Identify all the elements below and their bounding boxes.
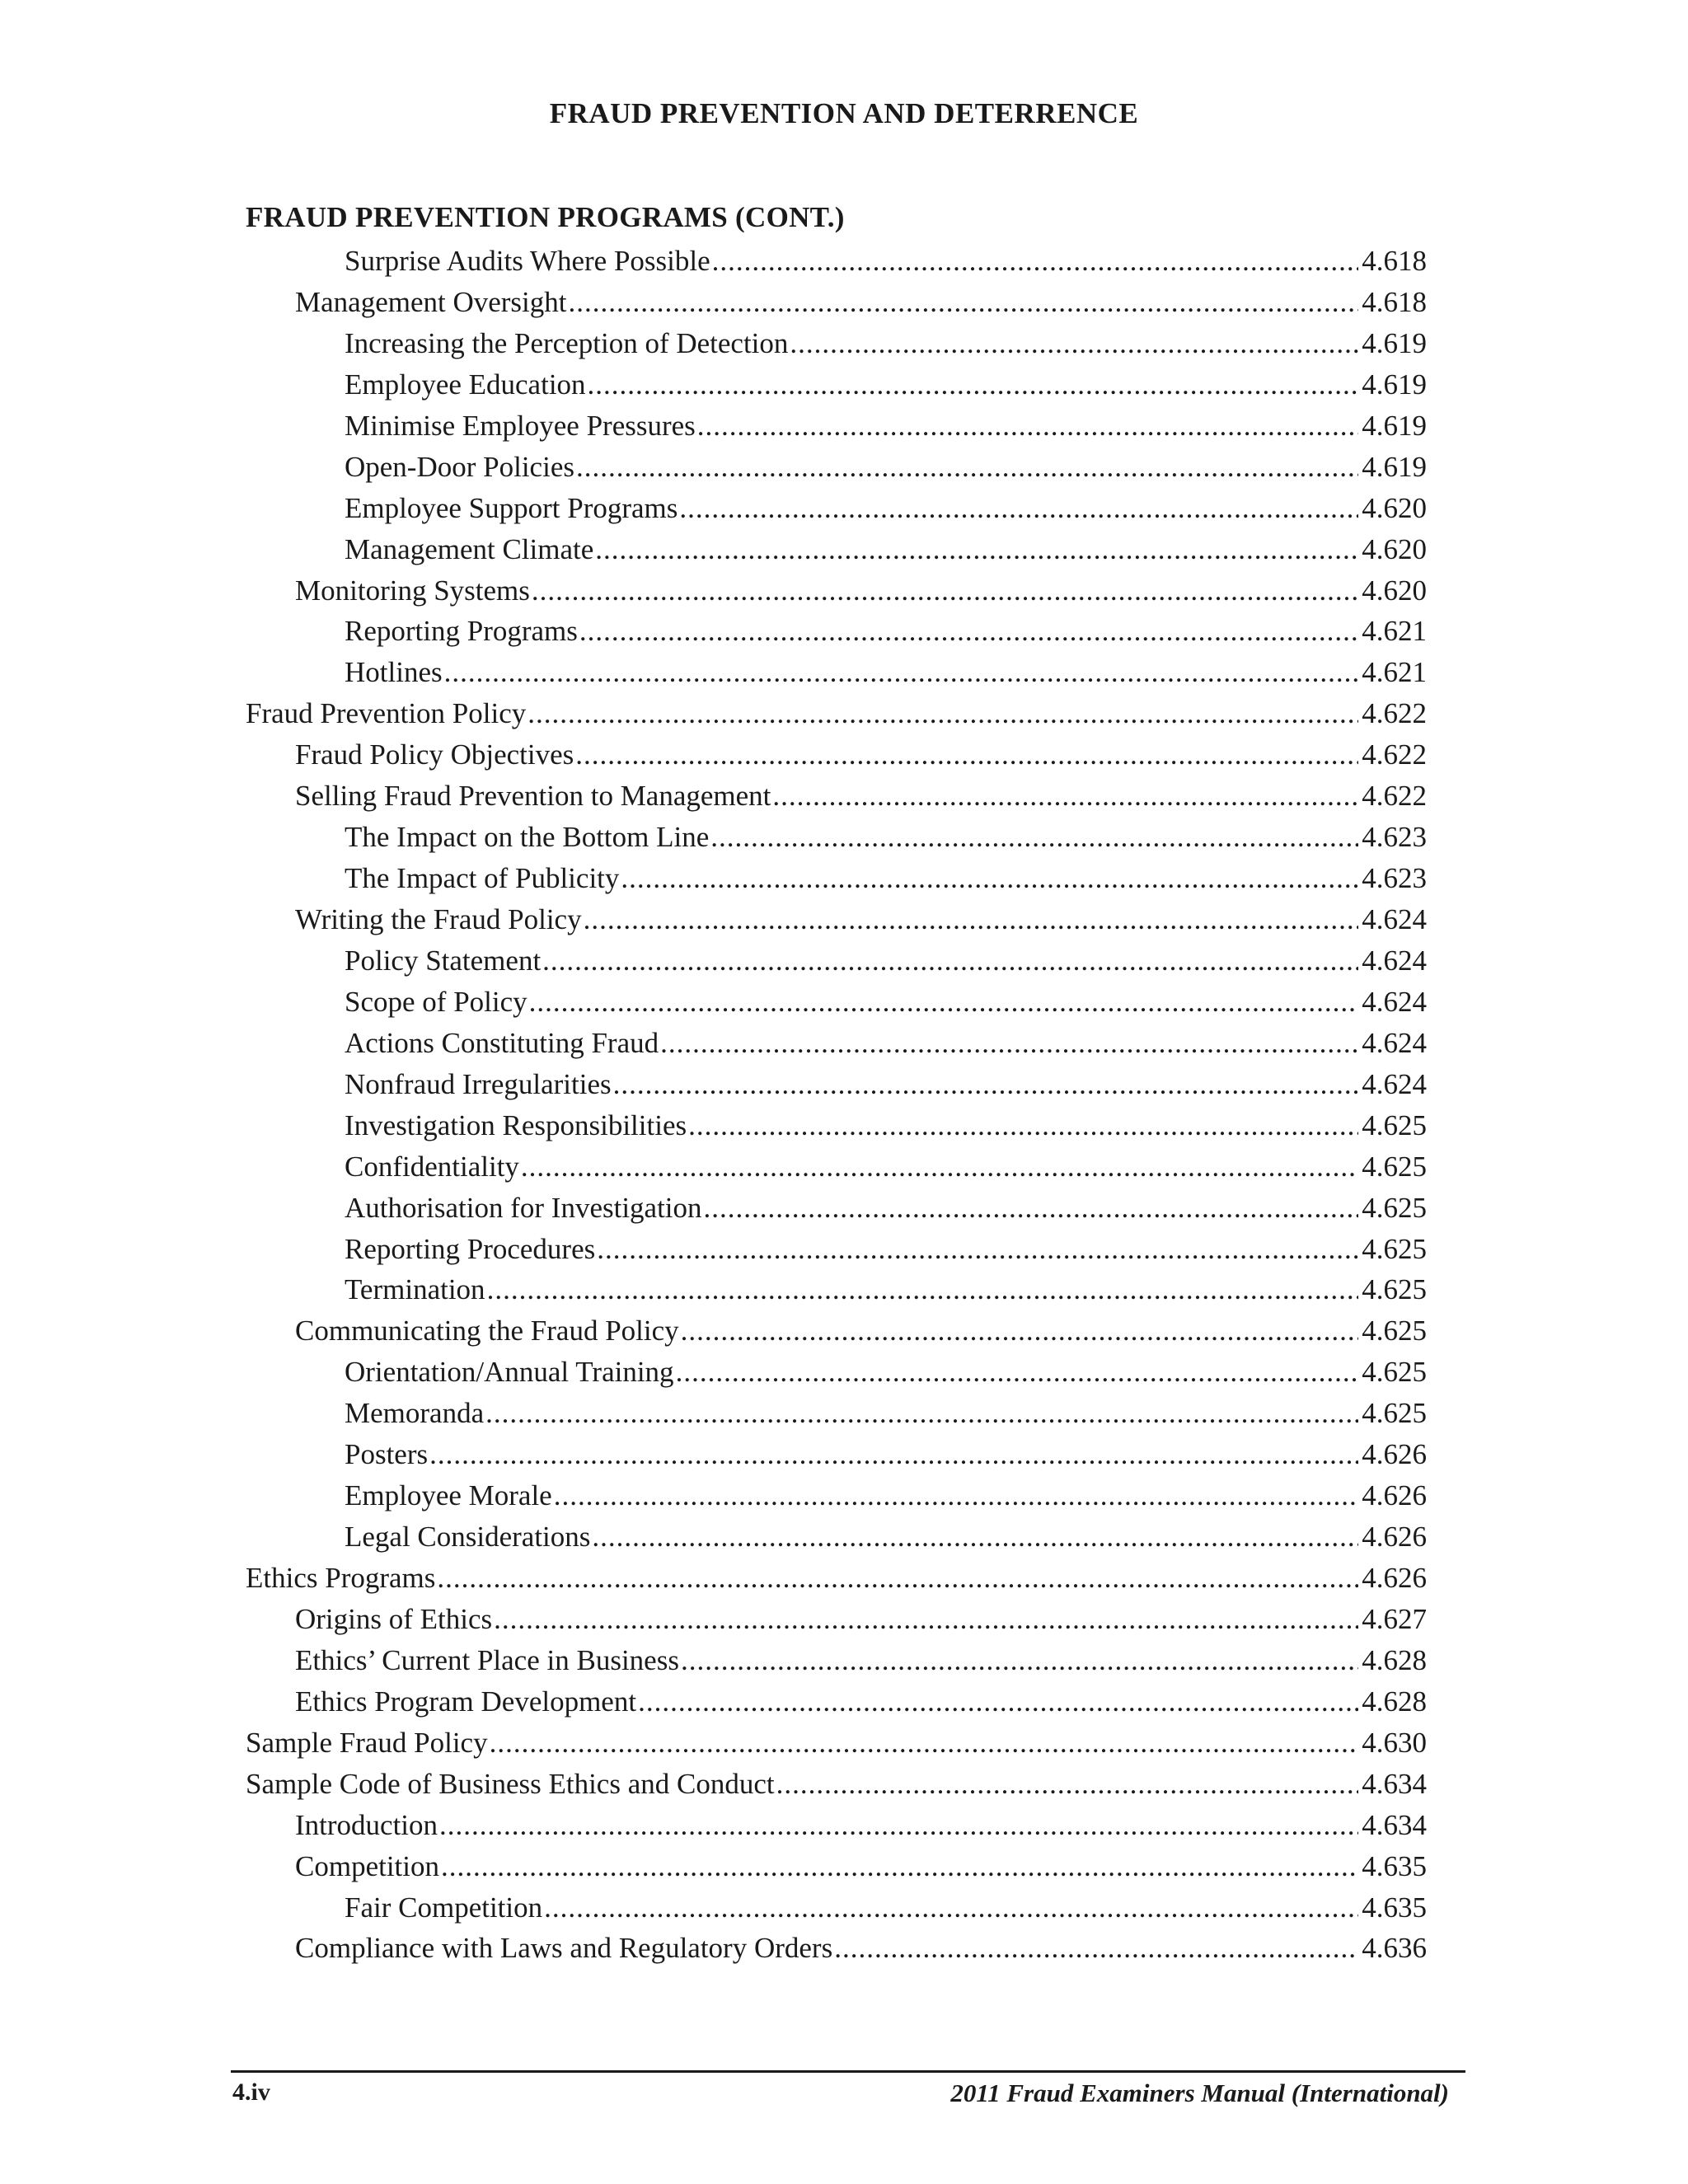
toc-entry-title: Ethics Programs (246, 1562, 436, 1594)
toc-entry-page: 4.624 (1362, 944, 1427, 977)
toc-entry (246, 1434, 1427, 1475)
toc-entry-page: 4.630 (1362, 1726, 1427, 1759)
toc-entry-title: Management Climate (345, 532, 594, 565)
toc-entry-title: The Impact on the Bottom Line (345, 821, 710, 854)
toc-dot-leader (688, 1105, 1358, 1146)
toc-entry-title: Introduction (295, 1808, 438, 1841)
toc-entry-title: Sample Code of Business Ethics and Conduct (246, 1767, 775, 1800)
toc-dot-leader (592, 1516, 1358, 1558)
toc-entry (246, 734, 1427, 776)
toc-entry-page: 4.621 (1362, 615, 1427, 648)
toc-entry (246, 1393, 1427, 1434)
toc-dot-leader (681, 1640, 1358, 1681)
footer-divider (231, 2070, 1465, 2073)
toc-dot-leader (834, 1928, 1358, 1969)
toc-entry (246, 1681, 1427, 1722)
toc-entry (246, 1599, 1427, 1640)
toc-entry (246, 1722, 1427, 1764)
toc-entry-title: Orientation/Annual Training (345, 1356, 674, 1389)
toc-dot-leader (584, 899, 1359, 940)
toc-entry-title: Surprise Audits Where Possible (345, 245, 710, 277)
toc-entry (246, 1516, 1427, 1558)
toc-entry (246, 241, 1427, 282)
toc-entry-title: Policy Statement (345, 944, 542, 977)
toc-dot-leader (554, 1475, 1359, 1516)
toc-entry (246, 1105, 1427, 1146)
toc-entry-page: 4.621 (1362, 656, 1427, 689)
toc-entry (246, 1146, 1427, 1188)
toc-dot-leader (579, 611, 1358, 652)
toc-entry (246, 1846, 1427, 1887)
toc-entry-title: Monitoring Systems (295, 574, 530, 607)
toc-entry-title: Actions Constituting Fraud (345, 1026, 659, 1059)
toc-entry-page: 4.622 (1362, 780, 1427, 813)
toc-entry-title: Employee Education (345, 368, 586, 401)
toc-dot-leader (660, 1023, 1358, 1064)
toc-dot-leader (487, 1269, 1359, 1310)
toc-entry-title: Memoranda (345, 1397, 485, 1430)
toc-dot-leader (542, 940, 1358, 982)
toc-entry-page: 4.623 (1362, 821, 1427, 854)
toc-entry-title: Scope of Policy (345, 985, 528, 1018)
toc-entry-title: Ethics Program Development (295, 1685, 637, 1718)
toc-entry (246, 1269, 1427, 1310)
toc-entry-title: Legal Considerations (345, 1521, 591, 1554)
toc-dot-leader (575, 734, 1358, 776)
toc-entry (246, 488, 1427, 529)
toc-dot-leader (697, 405, 1358, 447)
toc-entry (246, 1188, 1427, 1229)
toc-entry-title: Fair Competition (345, 1891, 543, 1924)
toc-entry-title: Compliance with Laws and Regulatory Orders (295, 1932, 833, 1965)
toc-dot-leader (544, 1887, 1358, 1929)
toc-entry-title: Selling Fraud Prevention to Management (295, 780, 771, 813)
toc-entry (246, 282, 1427, 323)
toc-entry-page: 4.625 (1362, 1150, 1427, 1183)
table-of-contents (246, 241, 1427, 1969)
toc-entry-page: 4.634 (1362, 1767, 1427, 1800)
toc-dot-leader (485, 1393, 1358, 1434)
toc-entry (246, 1928, 1427, 1969)
toc-entry-title: Confidentiality (345, 1150, 519, 1183)
toc-entry-title: Posters (345, 1438, 429, 1471)
toc-entry (246, 776, 1427, 817)
toc-dot-leader (613, 1064, 1359, 1105)
toc-dot-leader (676, 1352, 1359, 1393)
toc-entry-page: 4.625 (1362, 1273, 1427, 1306)
toc-entry-page: 4.624 (1362, 985, 1427, 1018)
toc-entry (246, 1475, 1427, 1516)
toc-dot-leader (521, 1146, 1358, 1188)
toc-dot-leader (712, 241, 1359, 282)
toc-entry-page: 4.620 (1362, 574, 1427, 607)
toc-entry (246, 570, 1427, 612)
toc-entry-page: 4.625 (1362, 1397, 1427, 1430)
toc-entry (246, 693, 1427, 734)
toc-entry-page: 4.628 (1362, 1685, 1427, 1718)
toc-entry-page: 4.619 (1362, 326, 1427, 359)
toc-entry-page: 4.627 (1362, 1602, 1427, 1635)
toc-entry-title: Minimise Employee Pressures (345, 409, 696, 442)
toc-dot-leader (528, 693, 1358, 734)
toc-entry-title: Sample Fraud Policy (246, 1726, 488, 1759)
toc-dot-leader (638, 1681, 1358, 1722)
toc-entry-page: 4.625 (1362, 1108, 1427, 1141)
toc-dot-leader (597, 1229, 1358, 1270)
toc-entry-page: 4.618 (1362, 245, 1427, 277)
toc-dot-leader (437, 1558, 1358, 1599)
toc-entry-page: 4.620 (1362, 532, 1427, 565)
toc-entry-page: 4.624 (1362, 1026, 1427, 1059)
toc-dot-leader (429, 1434, 1358, 1475)
toc-entry (246, 982, 1427, 1023)
toc-entry (246, 323, 1427, 364)
toc-entry-title: Reporting Programs (345, 615, 578, 648)
toc-entry (246, 1229, 1427, 1270)
toc-entry (246, 529, 1427, 570)
toc-entry (246, 652, 1427, 693)
toc-entry-page: 4.634 (1362, 1808, 1427, 1841)
toc-entry (246, 1310, 1427, 1352)
toc-dot-leader (439, 1805, 1358, 1846)
toc-entry (246, 1805, 1427, 1846)
toc-entry (246, 858, 1427, 899)
toc-dot-leader (569, 282, 1359, 323)
toc-entry-page: 4.635 (1362, 1891, 1427, 1924)
toc-entry-page: 4.626 (1362, 1521, 1427, 1554)
toc-entry-title: Employee Morale (345, 1479, 552, 1512)
toc-entry-title: Reporting Procedures (345, 1232, 596, 1265)
toc-dot-leader (790, 323, 1358, 364)
toc-entry-title: Writing the Fraud Policy (295, 903, 582, 935)
toc-dot-leader (490, 1722, 1359, 1764)
toc-entry-page: 4.619 (1362, 450, 1427, 483)
toc-entry-page: 4.618 (1362, 285, 1427, 318)
footer-page-number: 4.iv (232, 2079, 270, 2106)
toc-entry-title: Hotlines (345, 656, 443, 689)
toc-entry (246, 940, 1427, 982)
toc-entry-title: Employee Support Programs (345, 491, 678, 524)
toc-entry (246, 1640, 1427, 1681)
toc-entry-title: Increasing the Perception of Detection (345, 326, 789, 359)
toc-entry-page: 4.619 (1362, 368, 1427, 401)
toc-entry (246, 1887, 1427, 1929)
toc-entry-title: Investigation Responsibilities (345, 1108, 687, 1141)
toc-entry-title: Competition (295, 1849, 439, 1882)
toc-entry (246, 447, 1427, 488)
toc-entry (246, 611, 1427, 652)
toc-entry-page: 4.625 (1362, 1315, 1427, 1347)
footer-publication-title: 2011 Fraud Examiners Manual (International) (950, 2079, 1449, 2107)
toc-dot-leader (621, 858, 1358, 899)
toc-entry (246, 364, 1427, 405)
toc-entry-page: 4.635 (1362, 1849, 1427, 1882)
toc-entry (246, 1352, 1427, 1393)
toc-entry-page: 4.636 (1362, 1932, 1427, 1965)
toc-entry (246, 817, 1427, 858)
toc-entry-page: 4.626 (1362, 1438, 1427, 1471)
toc-entry-page: 4.624 (1362, 903, 1427, 935)
toc-entry (246, 1764, 1427, 1805)
toc-entry (246, 899, 1427, 940)
toc-entry-title: Fraud Prevention Policy (246, 697, 527, 730)
toc-dot-leader (576, 447, 1358, 488)
toc-entry-page: 4.622 (1362, 738, 1427, 771)
toc-entry-title: Communicating the Fraud Policy (295, 1315, 679, 1347)
toc-entry-title: Ethics’ Current Place in Business (295, 1643, 679, 1676)
toc-entry-title: Management Oversight (295, 285, 567, 318)
toc-entry (246, 1023, 1427, 1064)
toc-dot-leader (710, 817, 1358, 858)
toc-dot-leader (681, 1310, 1359, 1352)
toc-entry (246, 405, 1427, 447)
toc-dot-leader (588, 364, 1359, 405)
toc-dot-leader (679, 488, 1358, 529)
toc-dot-leader (494, 1599, 1358, 1640)
toc-dot-leader (529, 982, 1359, 1023)
toc-entry-page: 4.628 (1362, 1643, 1427, 1676)
toc-entry-title: The Impact of Publicity (345, 862, 620, 895)
toc-entry-title: Nonfraud Irregularities (345, 1067, 612, 1100)
toc-entry-page: 4.623 (1362, 862, 1427, 895)
toc-entry-page: 4.624 (1362, 1067, 1427, 1100)
toc-dot-leader (704, 1188, 1359, 1229)
toc-entry-title: Fraud Policy Objectives (295, 738, 574, 771)
toc-entry-title: Open-Door Policies (345, 450, 574, 483)
toc-entry-page: 4.620 (1362, 491, 1427, 524)
toc-entry-page: 4.625 (1362, 1232, 1427, 1265)
page-title: FRAUD PREVENTION AND DETERRENCE (549, 97, 1139, 129)
toc-dot-leader (532, 570, 1358, 612)
toc-entry-title: Termination (345, 1273, 485, 1306)
toc-dot-leader (441, 1846, 1358, 1887)
toc-entry-title: Origins of Ethics (295, 1602, 493, 1635)
toc-entry (246, 1558, 1427, 1599)
toc-entry-page: 4.626 (1362, 1479, 1427, 1512)
toc-entry (246, 1064, 1427, 1105)
toc-entry-page: 4.625 (1362, 1191, 1427, 1224)
toc-entry-title: Authorisation for Investigation (345, 1191, 702, 1224)
toc-dot-leader (772, 776, 1358, 817)
toc-entry-page: 4.625 (1362, 1356, 1427, 1389)
toc-dot-leader (776, 1764, 1359, 1805)
section-heading: FRAUD PREVENTION PROGRAMS (CONT.) (246, 201, 845, 233)
toc-entry-page: 4.626 (1362, 1562, 1427, 1594)
toc-dot-leader (444, 652, 1359, 693)
toc-entry-page: 4.622 (1362, 697, 1427, 730)
toc-entry-page: 4.619 (1362, 409, 1427, 442)
toc-dot-leader (595, 529, 1358, 570)
